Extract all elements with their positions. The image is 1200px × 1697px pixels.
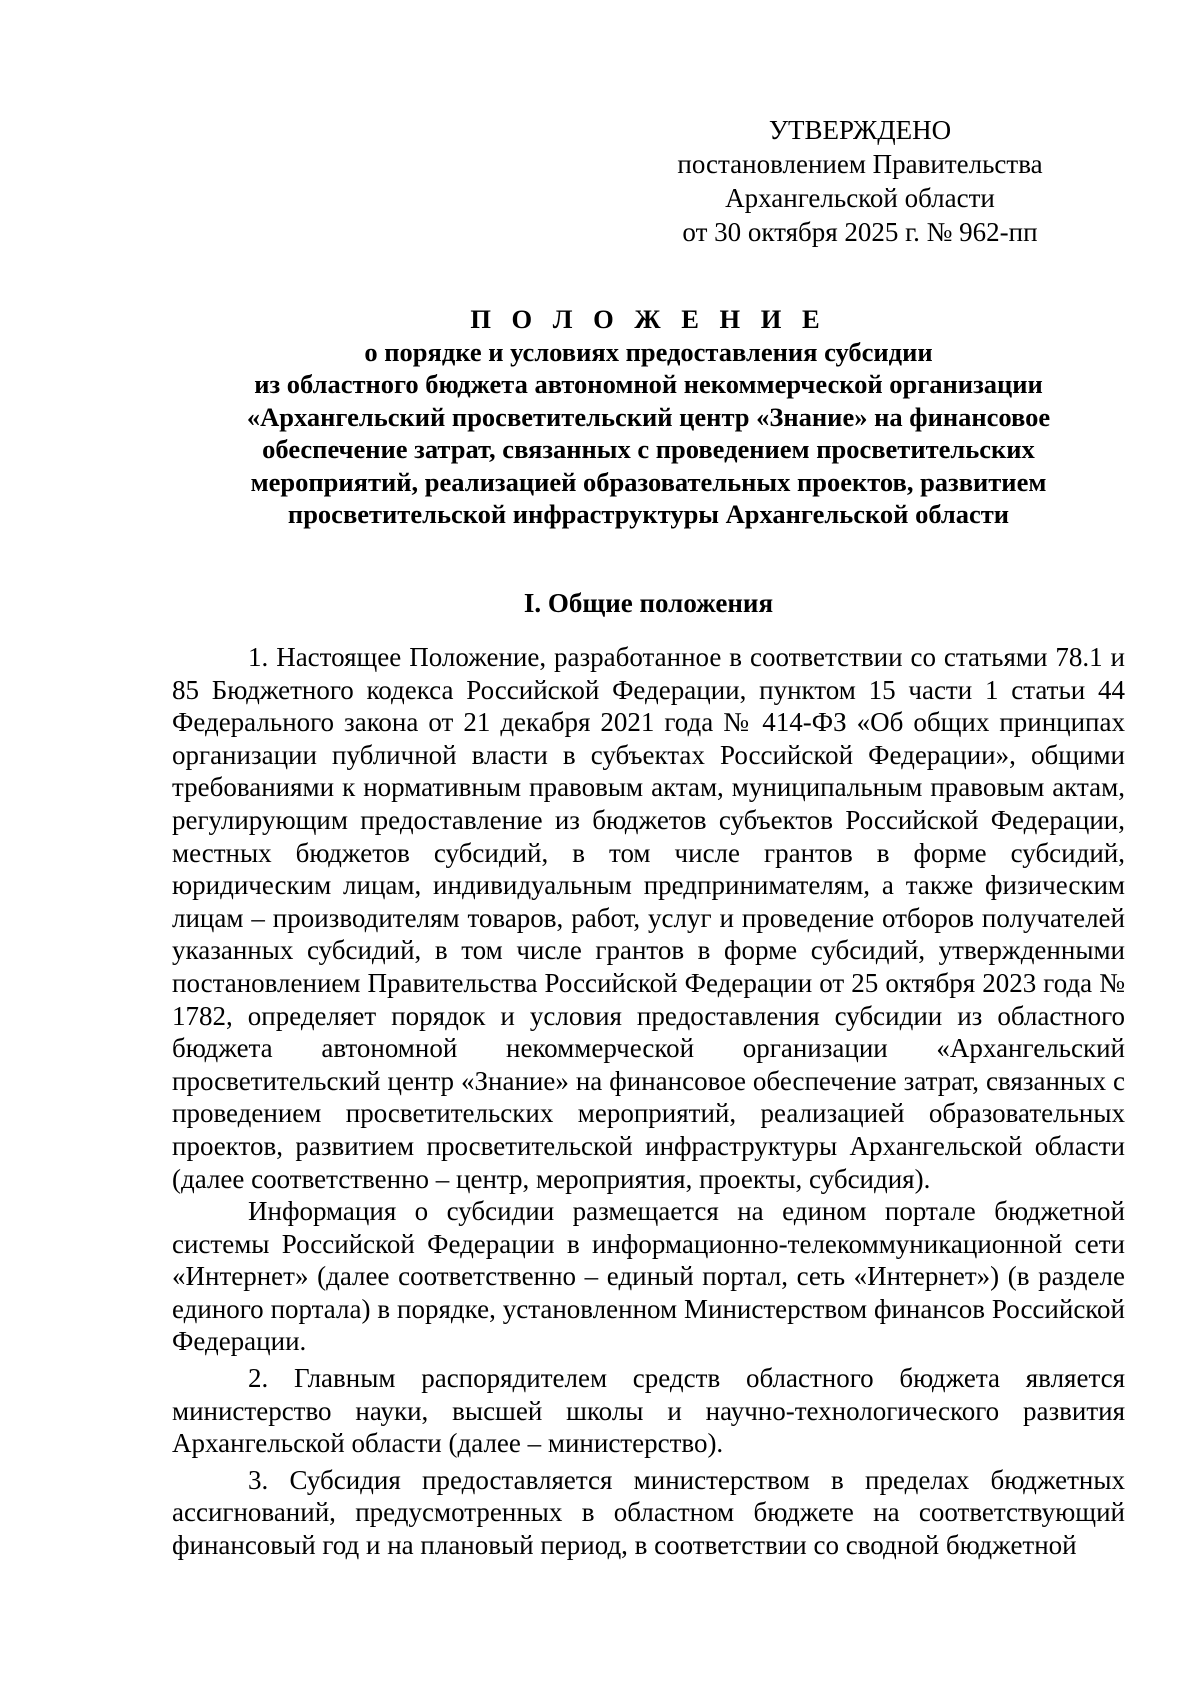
section-body bbox=[172, 641, 1125, 1562]
paragraph-3: 2. Главным распорядителем средств областного бюджета является министерство науки, высшей школы и научно-технологического развития Архангельской области (далее – министерство). bbox=[172, 1363, 1125, 1459]
approval-line-1: постановлением Правительства bbox=[677, 149, 1043, 179]
section-heading: I. Общие положения bbox=[523, 588, 774, 618]
document-heading: П О Л О Ж Е Н И Е bbox=[470, 304, 827, 334]
approval-stamp bbox=[640, 113, 1080, 249]
document-title-line-4: обеспечение затрат, связанных с проведением просветительских bbox=[262, 434, 1035, 464]
document-title-line-2: из областного бюджета автономной некоммерческой организации bbox=[254, 369, 1043, 399]
paragraph-4: 3. Субсидия предоставляется министерством в пределах бюджетных ассигнований, предусмотренных в областном бюджете на соответствующий финансовый год и на плановый период, в соответствии со сводной бюджетной bbox=[172, 1464, 1125, 1561]
approval-title: УТВЕРЖДЕНО bbox=[768, 115, 952, 145]
paragraph-1: 1. Настоящее Положение, разработанное в соответствии со статьями 78.1 и 85 Бюджетного кодекса Российской Федерации, пунктом 15 части 1 статьи 44 Федерального закона от 21 декабря 2021 года № 414-ФЗ «Об общих принципах организации публичной власти в субъектах Российской Федерации», общими требованиями к нормативным правовым актам, муниципальным правовым актам, регулирующим предоставление из бюджетов субъектов Российской Федерации, местных бюджетов субсидий, в том числе грантов в форме субсидий, юридическим лицам, индивидуальным предпринимателям, а также физическим лицам – производителям товаров, работ, услуг и проведение отборов получателей указанных субсидий, в том числе грантов в форме субсидий, утвержденными постановлением Правительства Российской Федерации от 25 октября 2023 года № 1782, определяет порядок и условия предоставления субсидии из областного бюджета автономной некоммерческой организации «Архангельский просветительский центр «Знание» на финансовое обеспечение затрат, связанных с проведением просветительских мероприятий, реализацией образовательных проектов, развитием просветительской инфраструктуры Архангельской области (далее соответственно – центр, мероприятия, проекты, субсидия). bbox=[172, 642, 1125, 1194]
approval-line-3: от 30 октября 2025 г. № 962-пп bbox=[682, 217, 1038, 247]
document-title-line-5: мероприятий, реализацией образовательных проектов, развитием bbox=[250, 466, 1047, 497]
document-title-line-6: просветительской инфраструктуры Архангельской области bbox=[287, 499, 1010, 529]
paragraph-2: Информация о субсидии размещается на едином портале бюджетной системы Российской Федерации в информационно-телекоммуникационной сети «Интернет» (далее соответственно – единый портал, сеть «Интернет») (в разделе единого портала) в порядке, установленном Министерством финансов Российской Федерации. bbox=[172, 1196, 1125, 1357]
document-title-line-1: о порядке и условиях предоставления субсидии bbox=[364, 336, 933, 367]
document-title bbox=[172, 303, 1125, 531]
document-title-line-3: «Архангельский просветительский центр «Знание» на финансовое bbox=[246, 401, 1051, 432]
approval-line-2: Архангельской области bbox=[725, 183, 995, 213]
